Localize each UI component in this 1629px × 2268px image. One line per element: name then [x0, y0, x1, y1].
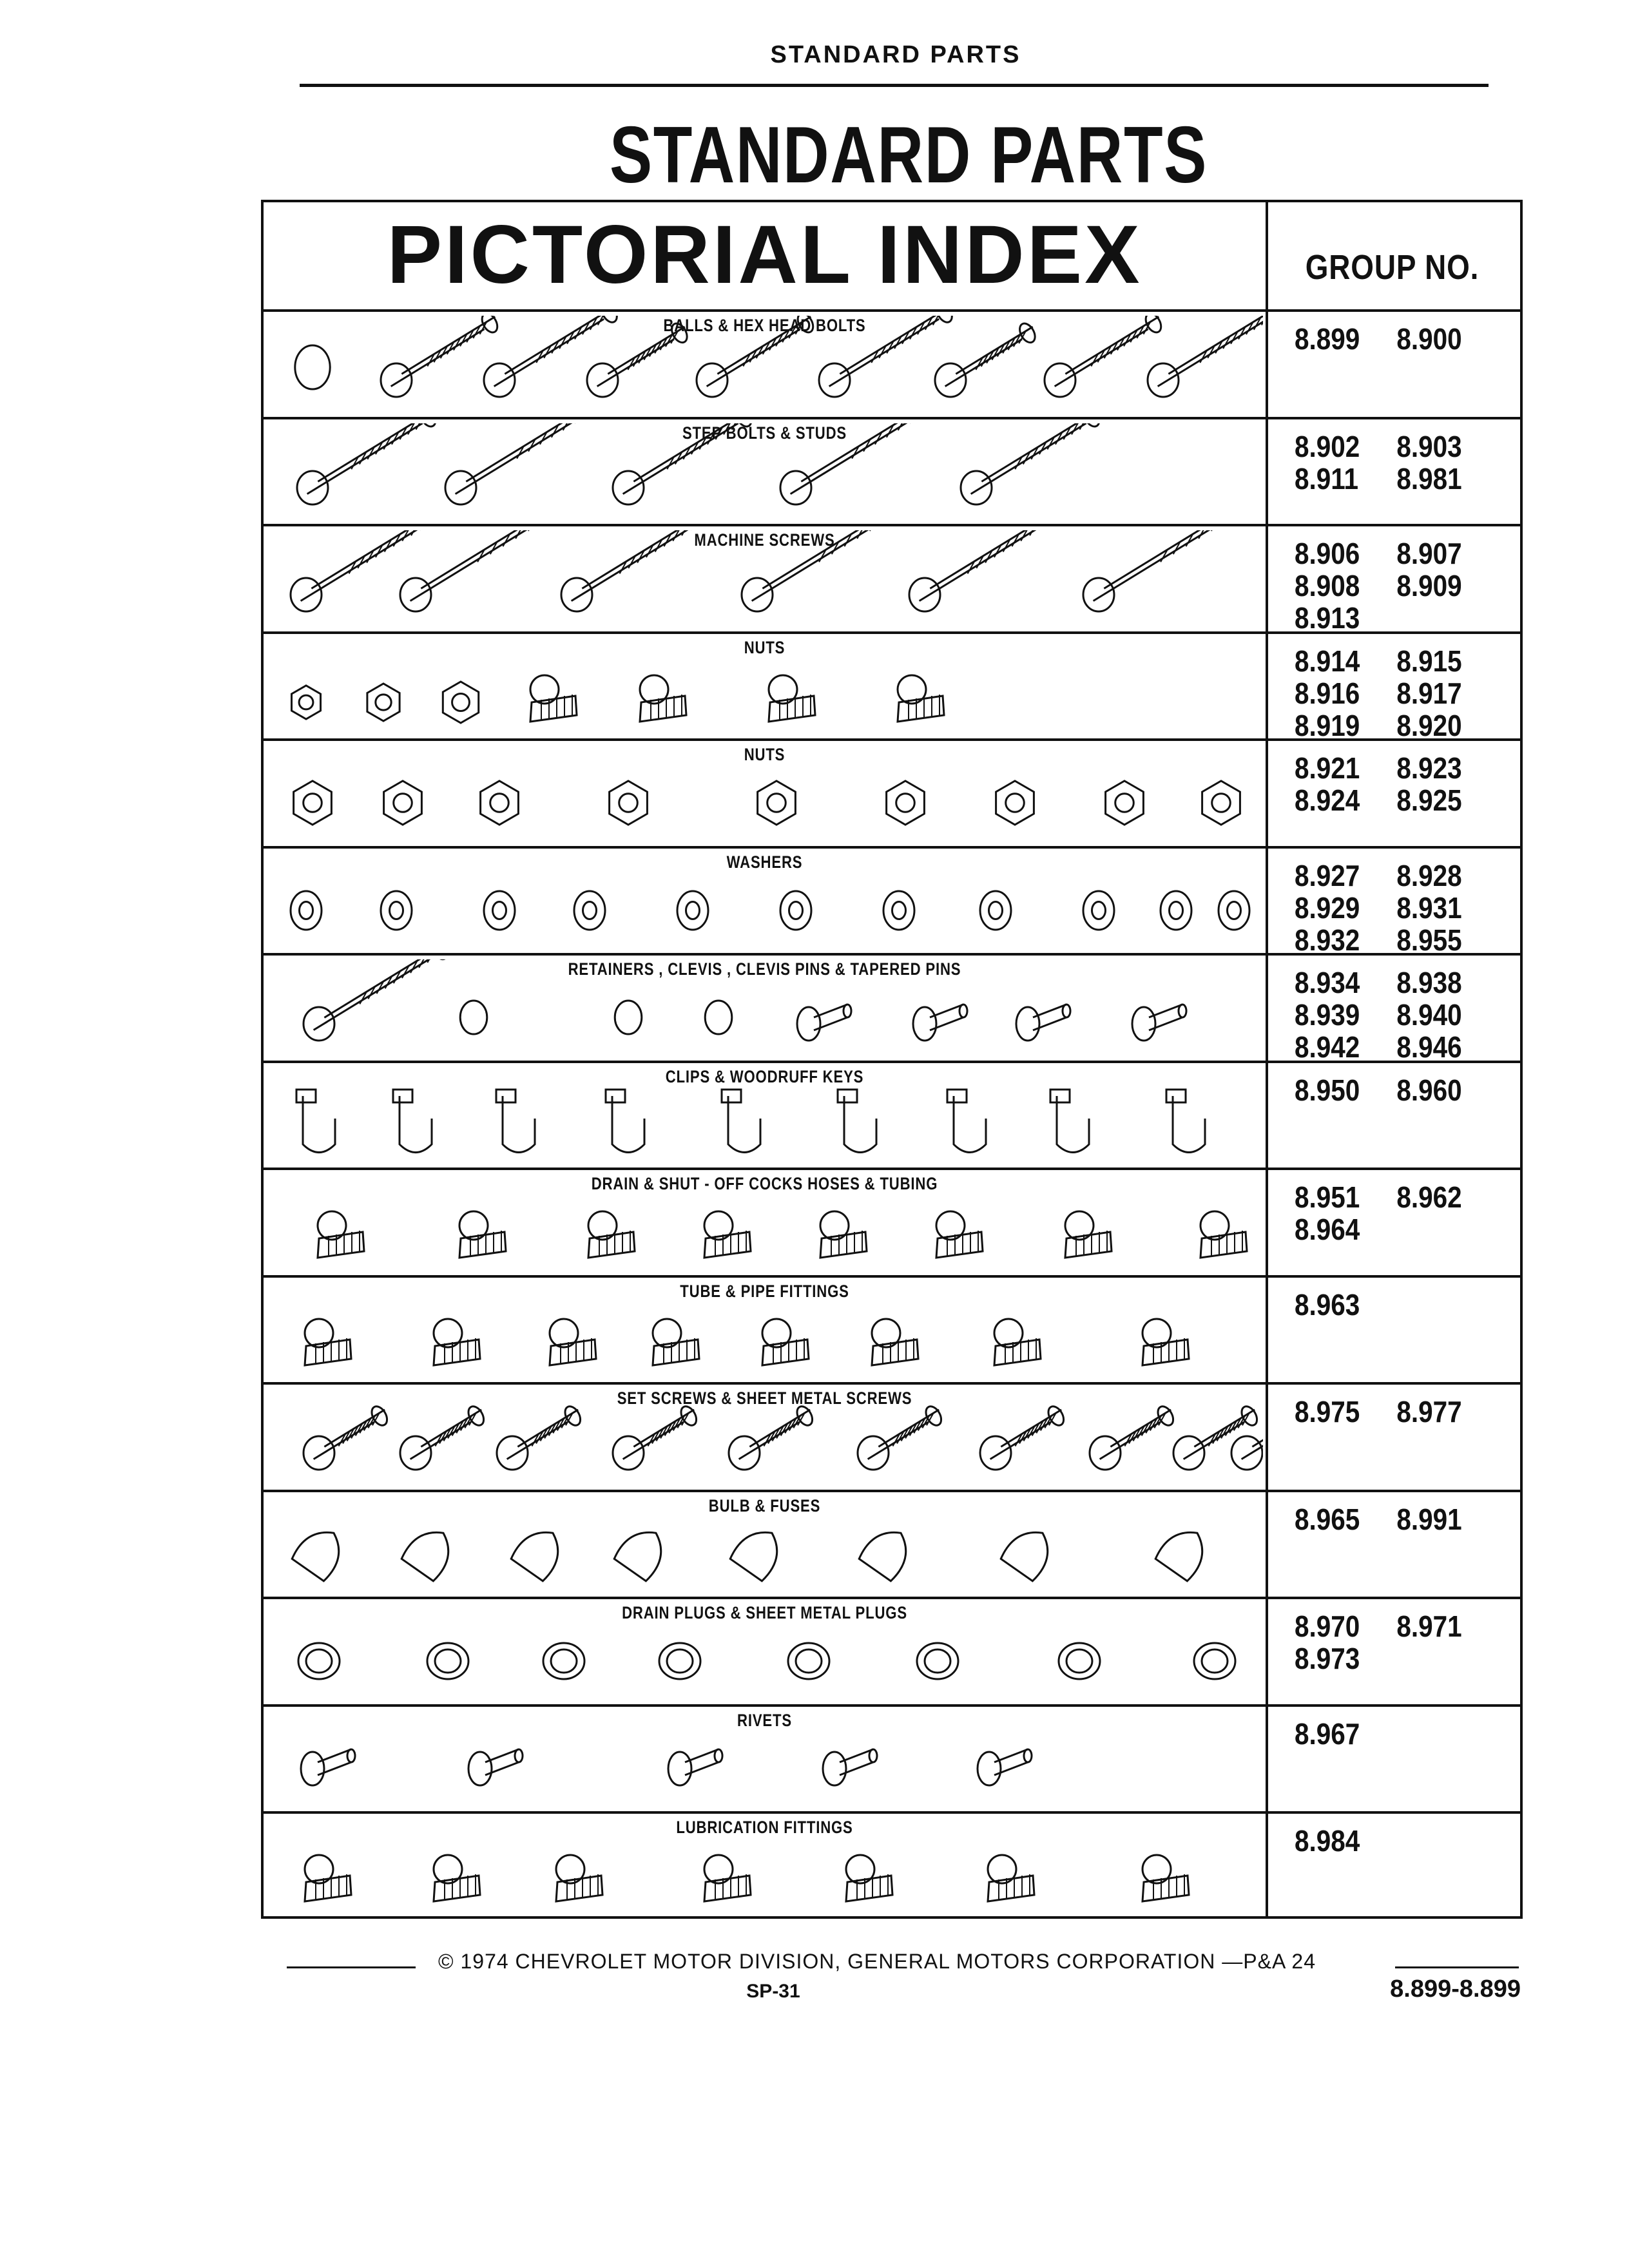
part-drawing	[1050, 1090, 1089, 1153]
part-drawing	[434, 1855, 480, 1901]
group-number: 8.942	[1295, 1030, 1360, 1064]
group-numbers	[1295, 538, 1481, 633]
part-drawing	[758, 781, 796, 825]
part-drawing	[292, 686, 321, 719]
group-number: 8.951	[1295, 1180, 1360, 1214]
part-drawing	[305, 1319, 351, 1365]
part-drawing	[846, 1855, 892, 1901]
group-number: 8.960	[1396, 1073, 1462, 1107]
part-drawing	[913, 1004, 967, 1041]
group-number: 8.964	[1295, 1213, 1360, 1246]
part-drawing	[1200, 1211, 1247, 1258]
category-label: NUTS	[744, 637, 786, 657]
category-label: SET SCREWS & SHEET METAL SCREWS	[617, 1389, 912, 1408]
group-number: 8.984	[1295, 1824, 1360, 1858]
group-numbers	[1295, 1289, 1481, 1320]
group-numbers	[1295, 1396, 1481, 1427]
category-label: STEP BOLTS & STUDS	[682, 423, 847, 443]
index-row	[264, 849, 1520, 956]
group-number: 8.909	[1396, 569, 1462, 602]
group-number: 8.929	[1295, 890, 1360, 925]
group-number: 8.915	[1396, 644, 1462, 678]
part-drawing	[606, 1090, 644, 1153]
group-number: 8.965	[1295, 1502, 1360, 1536]
group-number: 8.939	[1295, 998, 1360, 1032]
part-drawing	[797, 1004, 851, 1041]
part-drawing	[947, 1090, 986, 1153]
part-drawing	[1142, 1319, 1189, 1365]
group-number: 8.955	[1396, 923, 1462, 957]
group-numbers	[1295, 1825, 1481, 1856]
index-row	[264, 312, 1520, 419]
index-row	[264, 1278, 1520, 1385]
index-row	[264, 526, 1520, 634]
part-drawing	[887, 781, 925, 825]
part-drawing	[613, 1404, 699, 1470]
part-drawing	[704, 1855, 751, 1901]
part-drawing	[400, 1404, 487, 1470]
part-drawing	[1090, 1404, 1176, 1470]
part-drawing	[543, 1643, 584, 1679]
page-code: SP-31	[746, 1981, 800, 2002]
part-drawing	[980, 891, 1011, 930]
part-drawing	[298, 1643, 340, 1679]
group-number: 8.970	[1295, 1610, 1360, 1643]
group-numbers	[1295, 753, 1481, 816]
index-row	[264, 956, 1520, 1063]
part-drawing	[677, 891, 708, 930]
group-number: 8.919	[1295, 708, 1360, 742]
group-number: 8.967	[1295, 1716, 1360, 1751]
group-number: 8.950	[1295, 1073, 1360, 1107]
group-number: 8.975	[1295, 1395, 1360, 1428]
part-drawing	[613, 1521, 673, 1581]
part-drawing	[994, 1319, 1041, 1365]
section-range: 8.899-8.899	[1390, 1975, 1521, 2003]
table-header	[264, 202, 1520, 312]
part-drawing	[1142, 1855, 1189, 1901]
group-number: 8.914	[1295, 644, 1360, 678]
part-drawing	[729, 1404, 815, 1470]
part-drawing	[1065, 1211, 1112, 1258]
group-numbers	[1295, 1718, 1481, 1749]
page-title: STANDARD PARTS	[609, 111, 1208, 200]
part-drawing	[769, 675, 815, 722]
group-numbers	[1295, 646, 1481, 741]
part-drawing	[427, 1643, 468, 1679]
part-drawing	[497, 1404, 583, 1470]
part-drawing	[484, 891, 515, 930]
category-label: DRAIN PLUGS & SHEET METAL PLUGS	[622, 1603, 907, 1622]
group-number: 8.899	[1295, 322, 1360, 356]
part-drawing	[858, 1521, 918, 1581]
part-drawing	[872, 1319, 918, 1365]
part-drawing	[615, 1001, 642, 1034]
group-number: 8.900	[1396, 322, 1462, 356]
group-number-header: GROUP NO.	[1305, 248, 1480, 287]
category-label: WASHERS	[726, 852, 803, 872]
part-drawing	[460, 1001, 487, 1034]
part-drawing	[996, 781, 1034, 825]
category-label: MACHINE SCREWS	[694, 530, 835, 550]
part-drawing	[917, 1643, 958, 1679]
group-number: 8.938	[1396, 966, 1462, 999]
group-numbers	[1295, 1611, 1481, 1674]
part-drawing	[318, 1211, 364, 1258]
group-number: 8.971	[1396, 1610, 1462, 1643]
index-row	[264, 1599, 1520, 1707]
part-drawing	[556, 1855, 602, 1901]
group-number: 8.923	[1396, 751, 1462, 785]
category-label: RETAINERS , CLEVIS , CLEVIS PINS & TAPERED PINS	[568, 959, 961, 979]
category-label: NUTS	[744, 745, 786, 764]
part-drawing	[291, 1521, 351, 1581]
part-drawing	[722, 1090, 760, 1153]
group-number: 8.921	[1295, 751, 1360, 785]
part-drawing	[434, 1319, 480, 1365]
group-numbers	[1295, 1075, 1481, 1106]
category-label: RIVETS	[737, 1710, 792, 1730]
running-head: STANDARD PARTS	[770, 41, 1021, 68]
group-number: 8.973	[1295, 1642, 1360, 1675]
index-row	[264, 1170, 1520, 1278]
group-numbers	[1295, 967, 1481, 1062]
footer-rule-right	[1395, 1966, 1519, 1968]
part-drawing	[980, 1404, 1066, 1470]
part-drawing	[1059, 1643, 1100, 1679]
index-row	[264, 419, 1520, 527]
part-drawing	[659, 1643, 700, 1679]
part-drawing	[1016, 1004, 1070, 1041]
part-drawing	[1194, 1643, 1235, 1679]
part-drawing	[468, 1749, 523, 1785]
group-number: 8.928	[1396, 858, 1462, 892]
group-number: 8.927	[1295, 858, 1360, 892]
part-drawing	[294, 781, 332, 825]
group-number: 8.934	[1295, 966, 1360, 999]
part-drawing	[610, 781, 648, 825]
group-number: 8.963	[1295, 1287, 1360, 1321]
part-drawing	[588, 1211, 635, 1258]
category-label: BULB & FUSES	[708, 1495, 821, 1515]
part-drawing	[704, 1211, 751, 1258]
group-number: 8.913	[1295, 601, 1360, 635]
index-row	[264, 1385, 1520, 1492]
group-number: 8.940	[1396, 998, 1462, 1032]
part-drawing	[1155, 1521, 1215, 1581]
part-drawing	[291, 891, 322, 930]
group-number: 8.991	[1396, 1502, 1462, 1536]
part-drawing	[384, 781, 422, 825]
part-drawing	[883, 891, 914, 930]
group-number: 8.946	[1396, 1030, 1462, 1064]
part-drawing	[898, 675, 944, 722]
group-number: 8.917	[1396, 676, 1462, 710]
part-drawing	[301, 1749, 355, 1785]
index-row	[264, 1492, 1520, 1600]
part-drawing	[729, 1521, 789, 1581]
group-number: 8.920	[1396, 708, 1462, 742]
part-drawing	[295, 345, 330, 389]
copyright-notice: © 1974 CHEVROLET MOTOR DIVISION, GENERAL MOTORS CORPORATION —P&A 24	[438, 1950, 1316, 1973]
index-row	[264, 1063, 1520, 1171]
part-drawing	[780, 891, 811, 930]
part-drawing	[820, 1211, 867, 1258]
group-number: 8.906	[1295, 537, 1360, 570]
group-numbers	[1295, 1504, 1481, 1535]
part-drawing	[305, 1855, 351, 1901]
part-drawing	[367, 684, 400, 721]
group-number: 8.981	[1396, 461, 1462, 495]
part-drawing	[858, 1404, 944, 1470]
part-drawing	[1106, 781, 1144, 825]
part-drawing	[574, 891, 605, 930]
category-label: DRAIN & SHUT - OFF COCKS HOSES & TUBING	[591, 1174, 938, 1193]
part-drawing	[762, 1319, 809, 1365]
group-numbers	[1295, 860, 1481, 956]
part-drawing	[393, 1090, 432, 1153]
group-number: 8.911	[1295, 461, 1359, 495]
part-drawing	[978, 1749, 1032, 1785]
part-drawing	[640, 675, 686, 722]
group-number: 8.931	[1396, 890, 1462, 925]
part-drawing	[936, 1211, 983, 1258]
group-numbers	[1295, 431, 1481, 494]
footer-rule-left	[287, 1966, 416, 1968]
category-label: CLIPS & WOODRUFF KEYS	[665, 1066, 864, 1086]
part-drawing	[1166, 1090, 1205, 1153]
group-number: 8.908	[1295, 569, 1360, 602]
part-drawing	[1000, 1521, 1060, 1581]
part-drawing	[1202, 781, 1240, 825]
group-number: 8.903	[1396, 429, 1462, 463]
index-row	[264, 634, 1520, 742]
part-drawing	[653, 1319, 699, 1365]
group-numbers	[1295, 1182, 1481, 1245]
part-drawing	[443, 682, 478, 723]
group-number: 8.907	[1396, 537, 1462, 570]
part-drawing	[1083, 891, 1114, 930]
index-title: PICTORIAL INDEX	[387, 209, 1142, 301]
part-drawing	[550, 1319, 596, 1365]
part-drawing	[1132, 1004, 1186, 1041]
part-drawing	[823, 1749, 877, 1785]
group-number: 8.924	[1295, 783, 1360, 817]
group-number: 8.902	[1295, 429, 1360, 463]
part-drawing	[401, 1521, 461, 1581]
category-label: BALLS & HEX HEAD BOLTS	[663, 316, 866, 335]
part-drawing	[1219, 891, 1249, 930]
index-row	[264, 1814, 1520, 1921]
part-drawing	[530, 675, 577, 722]
part-drawing	[838, 1090, 876, 1153]
group-number: 8.916	[1295, 676, 1360, 710]
part-drawing	[381, 891, 412, 930]
part-drawing	[481, 781, 519, 825]
group-number: 8.962	[1396, 1180, 1462, 1214]
header-rule	[300, 84, 1489, 87]
part-drawing	[304, 1404, 390, 1470]
group-number: 8.925	[1396, 783, 1462, 817]
index-row	[264, 741, 1520, 849]
part-drawing	[496, 1090, 535, 1153]
pictorial-index-table	[261, 200, 1523, 1919]
part-drawing	[510, 1521, 570, 1581]
group-numbers	[1295, 323, 1481, 354]
part-drawing	[705, 1001, 732, 1034]
part-drawing	[788, 1643, 829, 1679]
part-drawing	[1161, 891, 1191, 930]
part-drawing	[459, 1211, 506, 1258]
group-number: 8.932	[1295, 923, 1360, 957]
index-row	[264, 1707, 1520, 1814]
category-label: LUBRICATION FITTINGS	[676, 1818, 853, 1837]
part-drawing	[296, 1090, 335, 1153]
part-drawing	[988, 1855, 1034, 1901]
group-number: 8.977	[1396, 1395, 1462, 1428]
category-label: TUBE & PIPE FITTINGS	[680, 1281, 849, 1301]
part-drawing	[668, 1749, 722, 1785]
